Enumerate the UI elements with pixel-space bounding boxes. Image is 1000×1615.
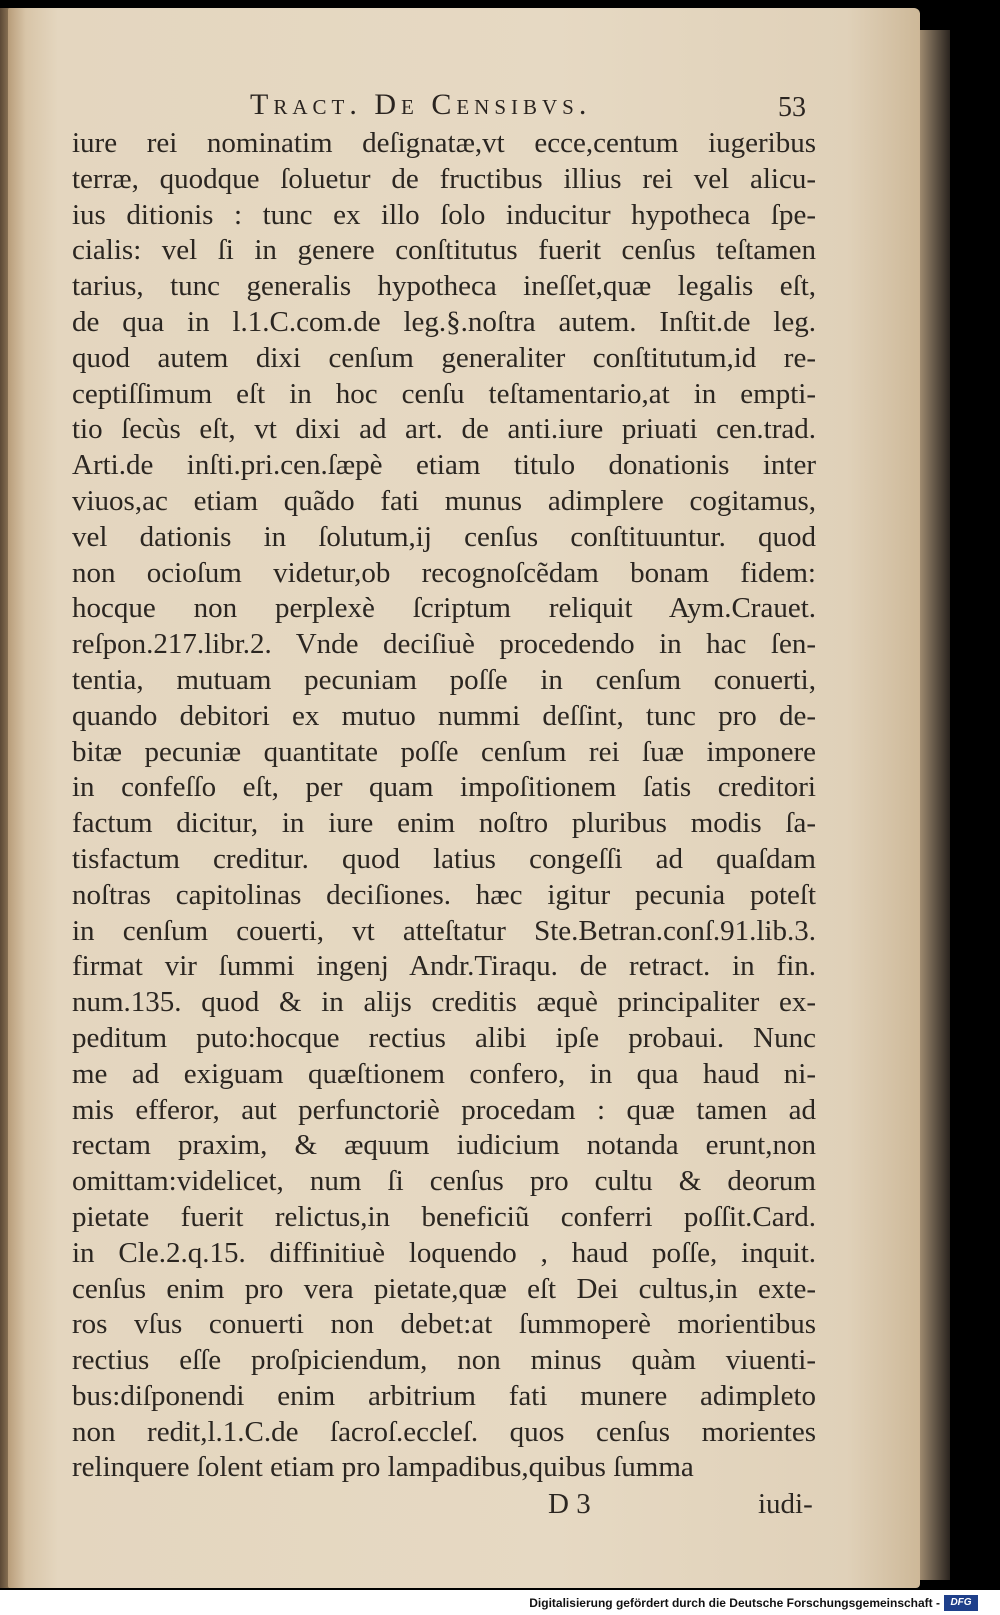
text-line: non redit,l.1.C.de ſacroſ.eccleſ. quos cenſus morientes xyxy=(72,1415,816,1448)
text-line: cenſus enim pro vera pietate,quæ eſt Dei cultus,in exte- xyxy=(72,1272,816,1305)
text-line: in Cle.2.q.15. diffinitiuè loquendo , haud poſſe, inquit. xyxy=(72,1236,816,1269)
text-line: quod autem dixi cenſum generaliter conſtitutum,id re- xyxy=(72,341,816,374)
body-text xyxy=(72,126,816,1486)
signature-mark: D 3 xyxy=(548,1488,591,1520)
text-line: vel dationis in ſolutum,ij cenſus conſtituuntur. quod xyxy=(72,520,816,553)
running-title: Tract. De Censibvs. xyxy=(250,88,592,121)
text-line: de qua in l.1.C.com.de leg.§.noſtra autem. Inſtit.de leg. xyxy=(72,305,816,338)
catchword: iudi- xyxy=(758,1488,813,1520)
text-line: peditum puto:hocque rectius alibi ipſe probaui. Nunc xyxy=(72,1021,816,1054)
text-line: in cenſum couerti, vt atteſtatur Ste.Betran.conſ.91.lib.3. xyxy=(72,914,816,947)
text-line: num.135. quod & in alijs creditis æquè principaliter ex- xyxy=(72,986,816,1019)
text-line: bitæ pecuniæ quantitate poſſe cenſum rei ſuæ imponere xyxy=(72,735,816,768)
text-line: tentia, mutuam pecuniam poſſe in cenſum conuerti, xyxy=(72,663,816,696)
text-line: ius ditionis : tunc ex illo ſolo inducitur hypotheca ſpe- xyxy=(72,198,816,231)
text-line: tio ſecùs eſt, vt dixi ad art. de anti.iure priuati cen.trad. xyxy=(72,413,816,446)
footer-credit: Digitalisierung gefördert durch die Deutsche Forschungsgemeinschaft - xyxy=(529,1596,940,1610)
text-line: reſpon.217.libr.2. Vnde deciſiuè procedendo in hac ſen- xyxy=(72,628,816,661)
text-line: firmat vir ſummi ingenj Andr.Tiraqu. de retract. in fin. xyxy=(72,950,816,983)
page-edge-shadow xyxy=(920,30,950,1580)
text-line: relinquere ſolent etiam pro lampadibus,quibus ſumma xyxy=(72,1451,694,1484)
text-line: viuos,ac etiam quãdo fati munus adimplere cogitamus, xyxy=(72,484,816,517)
text-line: tisfactum creditur. quod latius congeſſi ad quaſdam xyxy=(72,842,816,875)
text-line: pietate fuerit relictus,in beneficiũ conferri poſſit.Card. xyxy=(72,1200,816,1233)
text-line: noſtras capitolinas deciſiones. hæc igitur pecunia poteſt xyxy=(72,878,816,911)
text-line: hocque non perplexè ſcriptum reliquit Aym.Crauet. xyxy=(72,592,816,625)
text-line: Arti.de inſti.pri.cen.ſæpè etiam titulo donationis inter xyxy=(72,449,816,482)
text-line: terræ, quodque ſoluetur de fructibus illius rei vel alicu- xyxy=(72,162,816,195)
text-line: ros vſus conuerti non debet:at ſummoperè morientibus xyxy=(72,1308,816,1341)
text-line: cialis: vel ſi in genere conſtitutus fuerit cenſus teſtamen xyxy=(72,234,816,267)
page-number: 53 xyxy=(778,92,806,123)
text-line: mis efferor, aut perfunctoriè procedam : quæ tamen ad xyxy=(72,1093,816,1126)
text-line: factum dicitur, in iure enim noſtro pluribus modis ſa- xyxy=(72,807,816,840)
text-line: in confeſſo eſt, per quam impoſitionem ſatis creditori xyxy=(72,771,816,804)
dfg-logo-icon: DFG xyxy=(944,1595,978,1611)
text-line: iure rei nominatim deſignatæ,vt ecce,centum iugeribus xyxy=(72,127,816,159)
text-line: non ocioſum videtur,ob recognoſcẽdam bonam fidem: xyxy=(72,556,816,589)
text-line: bus:diſponendi enim arbitrium fati munere adimpleto xyxy=(72,1379,816,1412)
text-line: rectam praxim, & æquum iudicium notanda erunt,non xyxy=(72,1129,816,1162)
text-line: rectius eſſe proſpiciendum, non minus quàm viuenti- xyxy=(72,1344,816,1377)
text-line: me ad exiguam quæſtionem confero, in qua haud ni- xyxy=(72,1057,816,1090)
text-line: quando debitori ex mutuo nummi deſſint, tunc pro de- xyxy=(72,699,816,732)
text-line: tarius, tunc generalis hypotheca ineſſet,quæ legalis eſt, xyxy=(72,270,816,303)
text-line: omittam:videlicet, num ſi cenſus pro cultu & deorum xyxy=(72,1165,816,1198)
text-line: ceptiſſimum eſt in hoc cenſu teſtamentario,at in empti- xyxy=(72,377,816,410)
